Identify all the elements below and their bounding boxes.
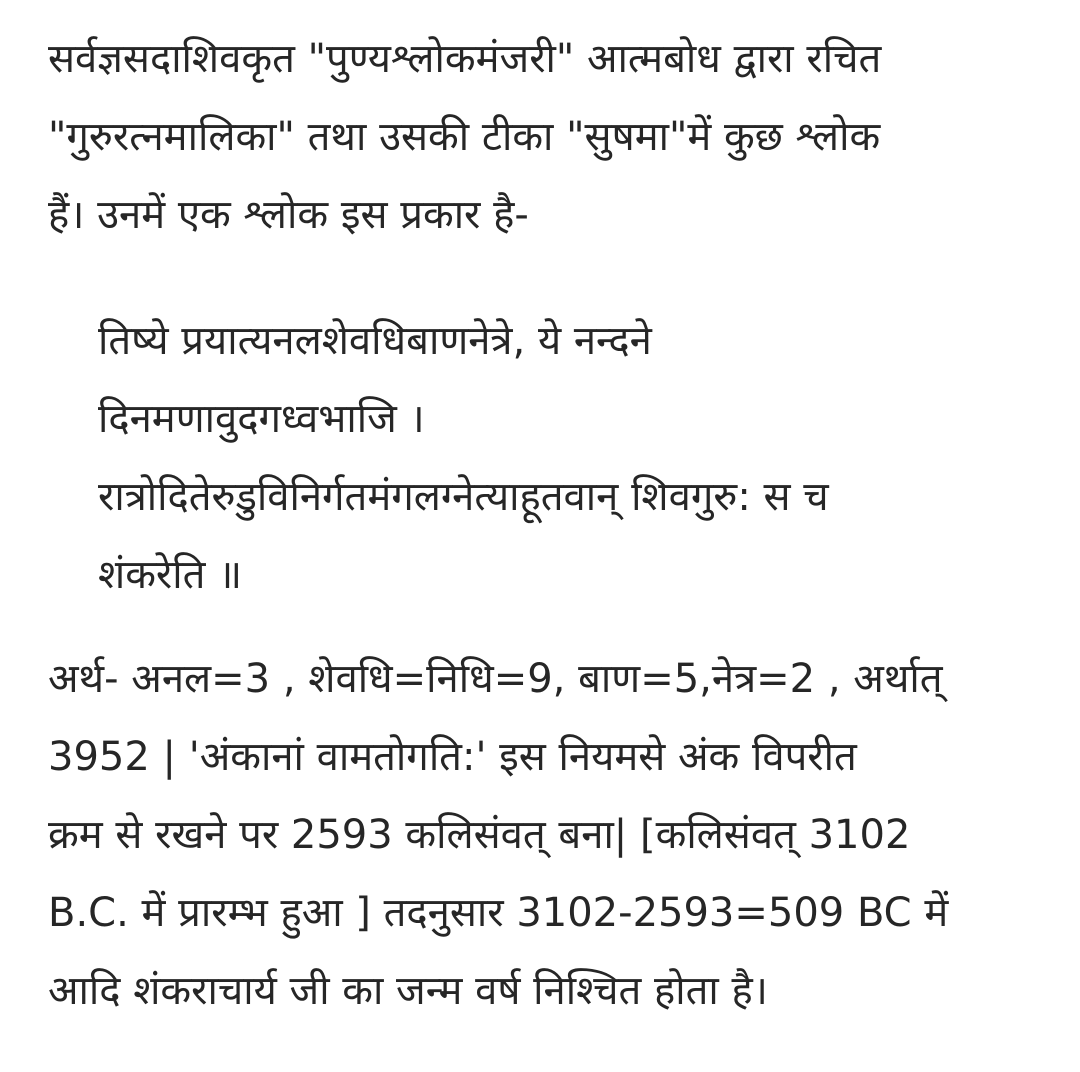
intro-line: "गुरुरत्नमालिका" तथा उसकी टीका "सुषमा"में कुछ श्लोक (48, 114, 881, 160)
meaning-line: क्रम से रखने पर 2593 कलिसंवत् बना| [कलिसंवत् 3102 (48, 812, 911, 858)
sanskrit-verse (98, 302, 829, 614)
intro-line: सर्वज्ञसदाशिवकृत "पुण्यश्लोकमंजरी" आत्मबोध द्वारा रचित (48, 36, 882, 82)
verse-line: तिष्ये प्रयात्यनलशेवधिबाणनेत्रे, ये नन्दने (98, 318, 652, 364)
verse-line: दिनमणावुदगध्वभाजि । (98, 396, 425, 442)
meaning-line: 3952 | 'अंकानां वामतोगति:' इस नियमसे अंक विपरीत (48, 734, 857, 780)
meaning-line: अर्थ- अनल=3 , शेवधि=निधि=9, बाण=5,नेत्र=2 , अर्थात् (48, 656, 943, 702)
verse-line: शंकरेति ॥ (98, 552, 243, 598)
intro-paragraph (48, 20, 881, 254)
meaning-line: आदि शंकराचार्य जी का जन्म वर्ष निश्चित होता है। (48, 968, 768, 1014)
intro-line: हैं। उनमें एक श्लोक इस प्रकार है- (48, 192, 529, 238)
meaning-paragraph (48, 640, 948, 1030)
verse-line: रात्रोदितेरुडुविनिर्गतमंगलग्नेत्याहूतवान् शिवगुरु: स च (98, 474, 829, 520)
meaning-line: B.C. में प्रारम्भ हुआ ] तदनुसार 3102-2593=509 BC में (48, 890, 949, 936)
